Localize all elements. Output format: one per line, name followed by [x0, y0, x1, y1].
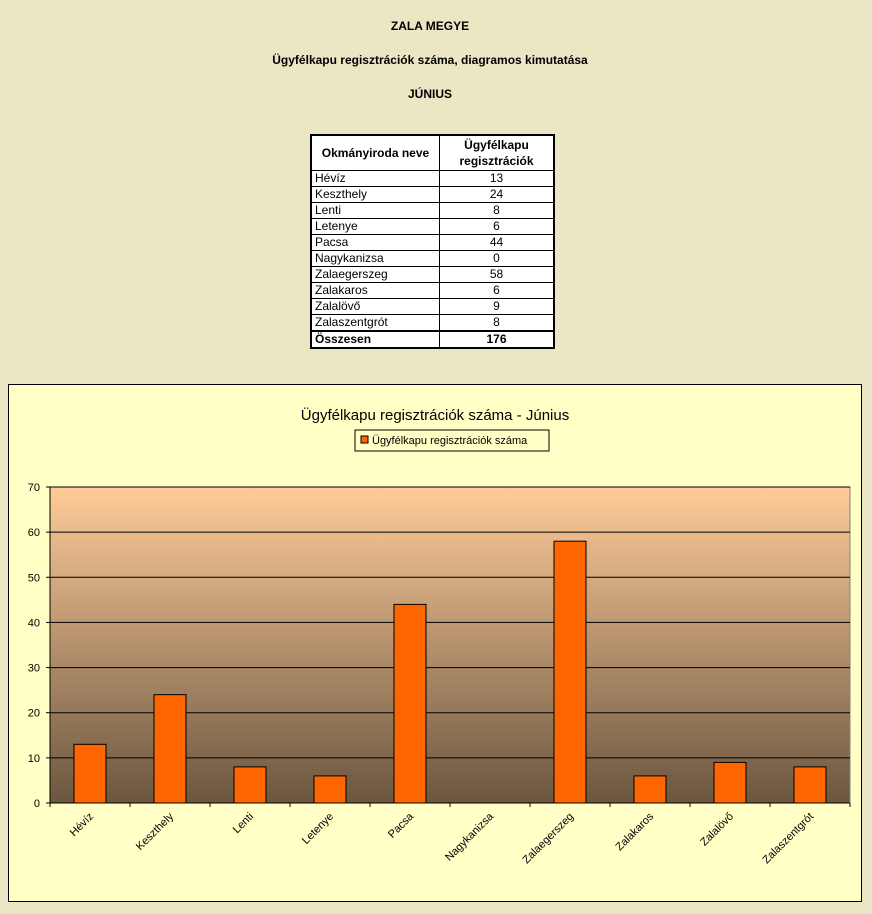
registration-count-cell: 0 [440, 251, 555, 267]
table-row [311, 203, 554, 219]
x-tick-label: Hévíz [67, 810, 97, 840]
bar [634, 776, 666, 803]
table-row [311, 171, 554, 187]
bar [314, 776, 346, 803]
bar [234, 767, 266, 803]
registration-count-cell: 58 [440, 267, 555, 283]
table-row [311, 283, 554, 299]
bar-chart [9, 385, 861, 901]
chart-title: Ügyfélkapu regisztrációk száma - Június [300, 407, 570, 424]
registration-count-cell: 8 [440, 203, 555, 219]
office-name-cell: Zalaszentgrót [311, 315, 440, 332]
x-tick-label: Zalakaros [613, 810, 657, 854]
x-tick-label: Zalalövő [698, 810, 737, 849]
x-tick-label: Pacsa [386, 810, 417, 841]
x-tick-label: Keszthely [133, 810, 177, 853]
registration-count-cell: 13 [440, 171, 555, 187]
office-name-cell: Pacsa [311, 235, 440, 251]
registration-count-cell: 6 [440, 283, 555, 299]
x-tick-label: Nagykanizsa [443, 810, 497, 864]
table-row [311, 219, 554, 235]
office-name-cell: Lenti [311, 203, 440, 219]
registrations-table [310, 134, 555, 349]
registration-count-cell: 24 [440, 187, 555, 203]
table-row [311, 315, 554, 332]
registration-count-cell: 44 [440, 235, 555, 251]
y-tick-label: 70 [27, 482, 40, 494]
office-name-cell: Letenye [311, 219, 440, 235]
office-name-cell: Keszthely [311, 187, 440, 203]
x-tick-label: Letenye [299, 810, 337, 847]
bar [394, 604, 426, 803]
bar [154, 695, 186, 803]
legend-swatch [361, 436, 368, 443]
total-label: Összesen [311, 331, 440, 348]
table-header-office: Okmányiroda neve [311, 135, 440, 171]
registration-count-cell: 9 [440, 299, 555, 315]
table-header-registrations [440, 135, 555, 171]
office-name-cell: Nagykanizsa [311, 251, 440, 267]
x-tick-label: Zalaegerszeg [520, 810, 577, 867]
table-row [311, 251, 554, 267]
table-row [311, 267, 554, 283]
x-tick-label: Lenti [230, 810, 257, 836]
table-body [311, 171, 554, 349]
table-row [311, 299, 554, 315]
y-tick-label: 50 [27, 572, 40, 585]
county-title: ZALA MEGYE [390, 19, 470, 33]
report-subtitle: Ügyfélkapu regisztrációk száma, diagramos kimutatása [272, 53, 588, 67]
table-header-line1: Ügyfélkapu [464, 138, 529, 152]
table-row [311, 187, 554, 203]
y-tick-label: 10 [27, 752, 40, 765]
y-tick-label: 40 [27, 617, 40, 630]
table-header-line2: regisztrációk [459, 154, 534, 168]
x-tick-label: Zalaszentgrót [760, 810, 817, 867]
legend-label: Ügyfélkapu regisztrációk száma [372, 435, 528, 447]
chart-area [8, 384, 862, 902]
total-row [311, 331, 554, 348]
office-name-cell: Zalakaros [311, 283, 440, 299]
total-value: 176 [440, 331, 555, 348]
bar [714, 762, 746, 803]
office-name-cell: Zalaegerszeg [311, 267, 440, 283]
table-row [311, 235, 554, 251]
office-name-cell: Zalalövő [311, 299, 440, 315]
office-name-cell: Hévíz [311, 171, 440, 187]
bar [794, 767, 826, 803]
y-tick-label: 0 [33, 798, 40, 810]
y-tick-label: 30 [27, 662, 40, 675]
bar [74, 744, 106, 803]
bar [554, 541, 586, 803]
month-title: JÚNIUS [407, 87, 452, 101]
y-tick-label: 20 [27, 707, 40, 720]
y-tick-label: 60 [27, 527, 40, 540]
registration-count-cell: 6 [440, 219, 555, 235]
registration-count-cell: 8 [440, 315, 555, 332]
